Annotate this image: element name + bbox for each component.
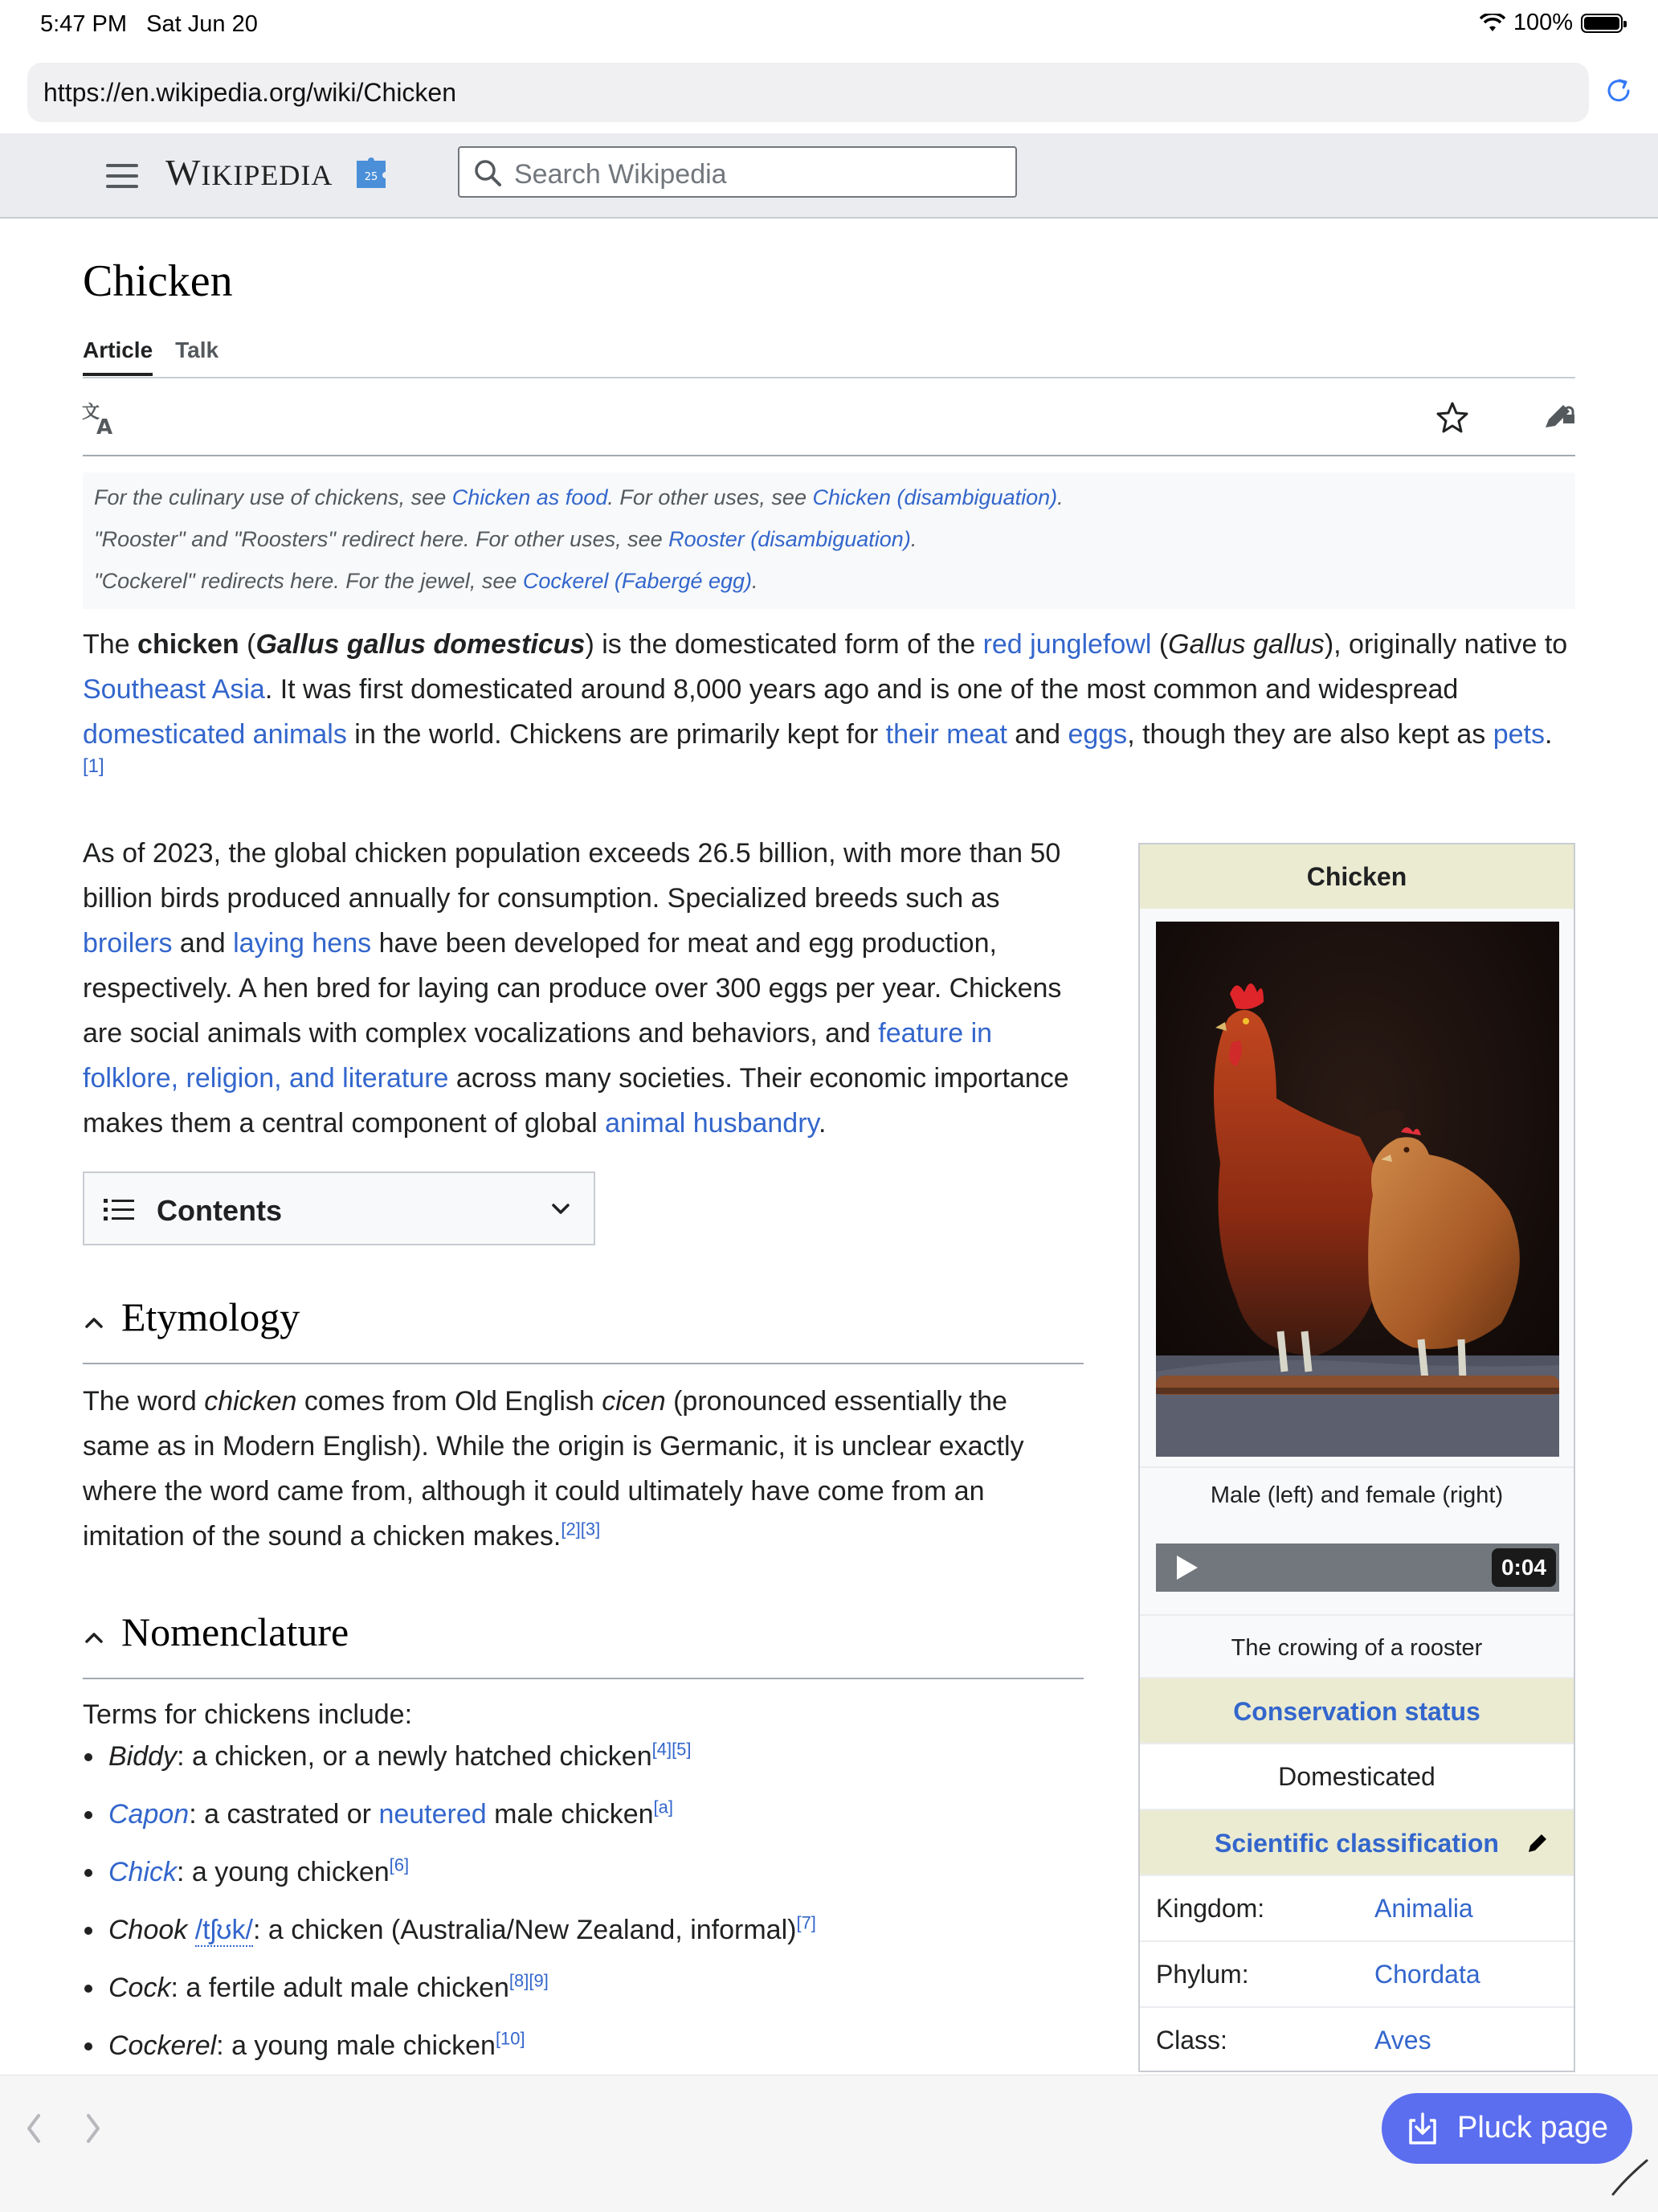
link-rooster-disambiguation[interactable]: Rooster (disambiguation) xyxy=(668,527,911,551)
link-chicken-disambiguation[interactable]: Chicken (disambiguation) xyxy=(812,485,1058,509)
link-animalia[interactable]: Animalia xyxy=(1374,1894,1473,1923)
pluck-page-label: Pluck page xyxy=(1457,2111,1609,2145)
link-folklore[interactable]: folklore, religion, and literature xyxy=(83,1063,449,1094)
contents-label: Contents xyxy=(157,1194,282,1227)
ref-1[interactable]: [1] xyxy=(83,755,104,777)
watch-star-icon[interactable] xyxy=(1435,400,1470,435)
actions-divider xyxy=(83,455,1575,456)
link-aves[interactable]: Aves xyxy=(1374,2026,1431,2055)
audio-duration: 0:04 xyxy=(1492,1548,1556,1587)
population-paragraph: As of 2023, the global chicken population exceeds 26.5 billion, with more than 50 billion birds produced annually for consumption. Specialized breeds such as broilers and laying hens have been developed for meat and egg production, respectively. A hen bred for laying can produce over 300 eggs per year. Chickens are social animals with complex vocalizations and behaviors, and feature in folklore, religion, and literature across many societies. Their economic importance makes them a central component of global animal husbandry. xyxy=(83,838,1069,1139)
status-right xyxy=(1480,10,1623,36)
list-item: Capon: a castrated or neutered male chicken[a] xyxy=(108,1785,1105,1843)
list-item: Biddy: a chicken, or a newly hatched chicken[4][5] xyxy=(108,1727,1105,1785)
hatnote-rooster: "Rooster" and "Roosters" redirect here. For other uses, see Rooster (disambiguation). xyxy=(94,527,917,551)
link-cockerel-faberge[interactable]: Cockerel (Fabergé egg) xyxy=(522,569,753,593)
search-placeholder: Search Wikipedia xyxy=(514,159,727,190)
taxonomy-row-phylum xyxy=(1140,1940,1574,2006)
link-broilers[interactable]: broilers xyxy=(83,928,173,959)
section-heading-etymology[interactable]: Etymology xyxy=(83,1294,300,1340)
ref-7[interactable]: [7] xyxy=(796,1912,816,1933)
link-capon[interactable]: Capon xyxy=(108,1799,190,1830)
tab-talk[interactable]: Talk xyxy=(175,337,219,362)
taxonomy-row-class xyxy=(1140,2006,1574,2071)
taxonomy-label: Kingdom: xyxy=(1156,1894,1265,1923)
etymology-paragraph: The word chicken comes from Old English cicen (pronounced essentially the same as in Modern English). While the origin is Germanic, it is unclear exactly where the word came from, although it could ultimately have come from an imitation of the sound a chicken makes.[2][3] xyxy=(83,1386,1024,1552)
search-icon xyxy=(472,157,504,190)
wiki-header xyxy=(0,133,1658,219)
ref-4-5[interactable]: [4][5] xyxy=(651,1739,692,1760)
download-box-icon xyxy=(1404,2111,1441,2148)
link-laying-hens[interactable]: laying hens xyxy=(233,928,372,959)
link-domesticated-animals[interactable]: domesticated animals xyxy=(83,719,347,750)
battery-icon xyxy=(1581,14,1623,33)
scientific-classification-heading xyxy=(1140,1809,1574,1875)
taxonomy-label: Class: xyxy=(1156,2026,1227,2055)
link-feature-in[interactable]: feature in xyxy=(878,1018,993,1049)
reload-icon[interactable] xyxy=(1602,74,1636,108)
list-item: Chick: a young chicken[6] xyxy=(108,1843,1105,1901)
link-southeast-asia[interactable]: Southeast Asia xyxy=(83,674,265,705)
list-item: Cock: a fertile adult male chicken[8][9] xyxy=(108,1959,1105,2017)
chevron-up-icon xyxy=(83,1312,115,1331)
address-bar[interactable] xyxy=(27,63,1589,122)
wikipedia-wordmark[interactable]: WIKIPEDIA xyxy=(165,152,333,193)
svg-text:A: A xyxy=(96,415,113,437)
url-text[interactable]: https://en.wikipedia.org/wiki/Chicken xyxy=(43,78,457,107)
intro-paragraph: The chicken (Gallus gallus domesticus) is the domesticated form of the red junglefowl (Gallus gallus), originally native to Southeast Asia. It was first domesticated around 8,000 years ago and is one of the most common and widespread domesticated animals in the world. Chickens are primarily kept for their meat and eggs, though they are also kept as pets. [1] xyxy=(83,629,1568,777)
link-scientific-classification[interactable]: Scientific classification xyxy=(1215,1829,1499,1858)
chevron-down-icon xyxy=(550,1202,571,1216)
link-ipa-chook[interactable]: /tʃʊk/ xyxy=(194,1915,253,1945)
hatnote-culinary: For the culinary use of chickens, see Chicken as food. For other uses, see Chicken (disambiguation). xyxy=(94,485,1064,509)
list-item: Cockerel: a young male chicken[10] xyxy=(108,2017,1105,2075)
status-bar xyxy=(0,0,1658,51)
page-title: Chicken xyxy=(83,256,233,306)
svg-text:25: 25 xyxy=(364,171,378,183)
link-their-meat[interactable]: their meat xyxy=(885,719,1007,750)
hatnote-cockerel: "Cockerel" redirects here. For the jewel, see Cockerel (Fabergé egg). xyxy=(94,569,758,593)
section-heading-nomenclature[interactable]: Nomenclature xyxy=(83,1609,349,1655)
nomenclature-divider xyxy=(83,1678,1084,1679)
link-red-junglefowl[interactable]: red junglefowl xyxy=(982,629,1152,660)
infobox xyxy=(1138,843,1575,2072)
link-conservation-status[interactable]: Conservation status xyxy=(1233,1697,1480,1726)
photo-caption: Male (left) and female (right) xyxy=(1140,1466,1574,1523)
browser-toolbar xyxy=(0,2075,1658,2212)
etymology-divider xyxy=(83,1363,1084,1364)
audio-player[interactable] xyxy=(1156,1543,1559,1592)
conservation-status-value: Domesticated xyxy=(1140,1743,1574,1809)
battery-percent: 100% xyxy=(1513,10,1573,35)
contents-toggle[interactable] xyxy=(83,1171,595,1245)
link-chick[interactable]: Chick xyxy=(108,1857,178,1887)
wifi-icon xyxy=(1480,14,1505,33)
link-pets[interactable]: pets xyxy=(1493,719,1545,750)
terms-list xyxy=(83,1727,1105,2075)
tabs-divider xyxy=(83,377,1575,378)
link-animal-husbandry[interactable]: animal husbandry xyxy=(605,1108,819,1139)
hatnotes xyxy=(83,472,1575,609)
status-time: 5:47 PM Sat Jun 20 xyxy=(40,11,258,37)
nomenclature-intro: Terms for chickens include: xyxy=(83,1699,413,1730)
ref-6[interactable]: [6] xyxy=(389,1854,410,1875)
list-icon xyxy=(104,1197,136,1221)
chicken-photo[interactable] xyxy=(1156,922,1559,1457)
audio-caption: The crowing of a rooster xyxy=(1140,1614,1574,1678)
play-icon[interactable] xyxy=(1175,1555,1199,1580)
pluck-page-button[interactable] xyxy=(1382,2093,1632,2164)
ref-2-3[interactable]: [2][3] xyxy=(561,1519,601,1539)
ref-8-9[interactable]: [8][9] xyxy=(508,1970,549,1991)
pencil-stroke-icon xyxy=(1610,2156,1652,2198)
chevron-up-icon xyxy=(83,1627,115,1646)
link-chicken-as-food[interactable]: Chicken as food xyxy=(451,485,608,509)
link-chordata[interactable]: Chordata xyxy=(1374,1960,1480,1989)
ref-10[interactable]: [10] xyxy=(495,2028,525,2049)
hamburger-menu-icon[interactable] xyxy=(106,164,138,188)
search-input[interactable] xyxy=(458,146,1017,198)
svg-text:文: 文 xyxy=(82,403,100,423)
wikipedia-25-puzzle-icon xyxy=(353,154,390,191)
back-arrow-icon[interactable] xyxy=(22,2111,45,2146)
infobox-title: Chicken xyxy=(1140,844,1574,909)
list-item: Chook /tʃʊk/: a chicken (Australia/New Zealand, informal)[7] xyxy=(108,1901,1105,1959)
taxonomy-label: Phylum: xyxy=(1156,1960,1249,1989)
language-translate-icon[interactable] xyxy=(80,400,119,437)
conservation-status-heading xyxy=(1140,1677,1574,1743)
link-eggs[interactable]: eggs xyxy=(1068,719,1128,750)
link-neutered[interactable]: neutered xyxy=(378,1799,487,1830)
page-tabs xyxy=(83,337,218,376)
ref-note-a[interactable]: [a] xyxy=(653,1797,674,1817)
tab-article[interactable]: Article xyxy=(83,337,153,376)
pencil-edit-icon[interactable] xyxy=(1525,1831,1550,1855)
taxonomy-row-kingdom xyxy=(1140,1875,1574,1940)
forward-arrow-icon[interactable] xyxy=(82,2111,104,2146)
edit-lock-icon[interactable] xyxy=(1541,397,1578,434)
